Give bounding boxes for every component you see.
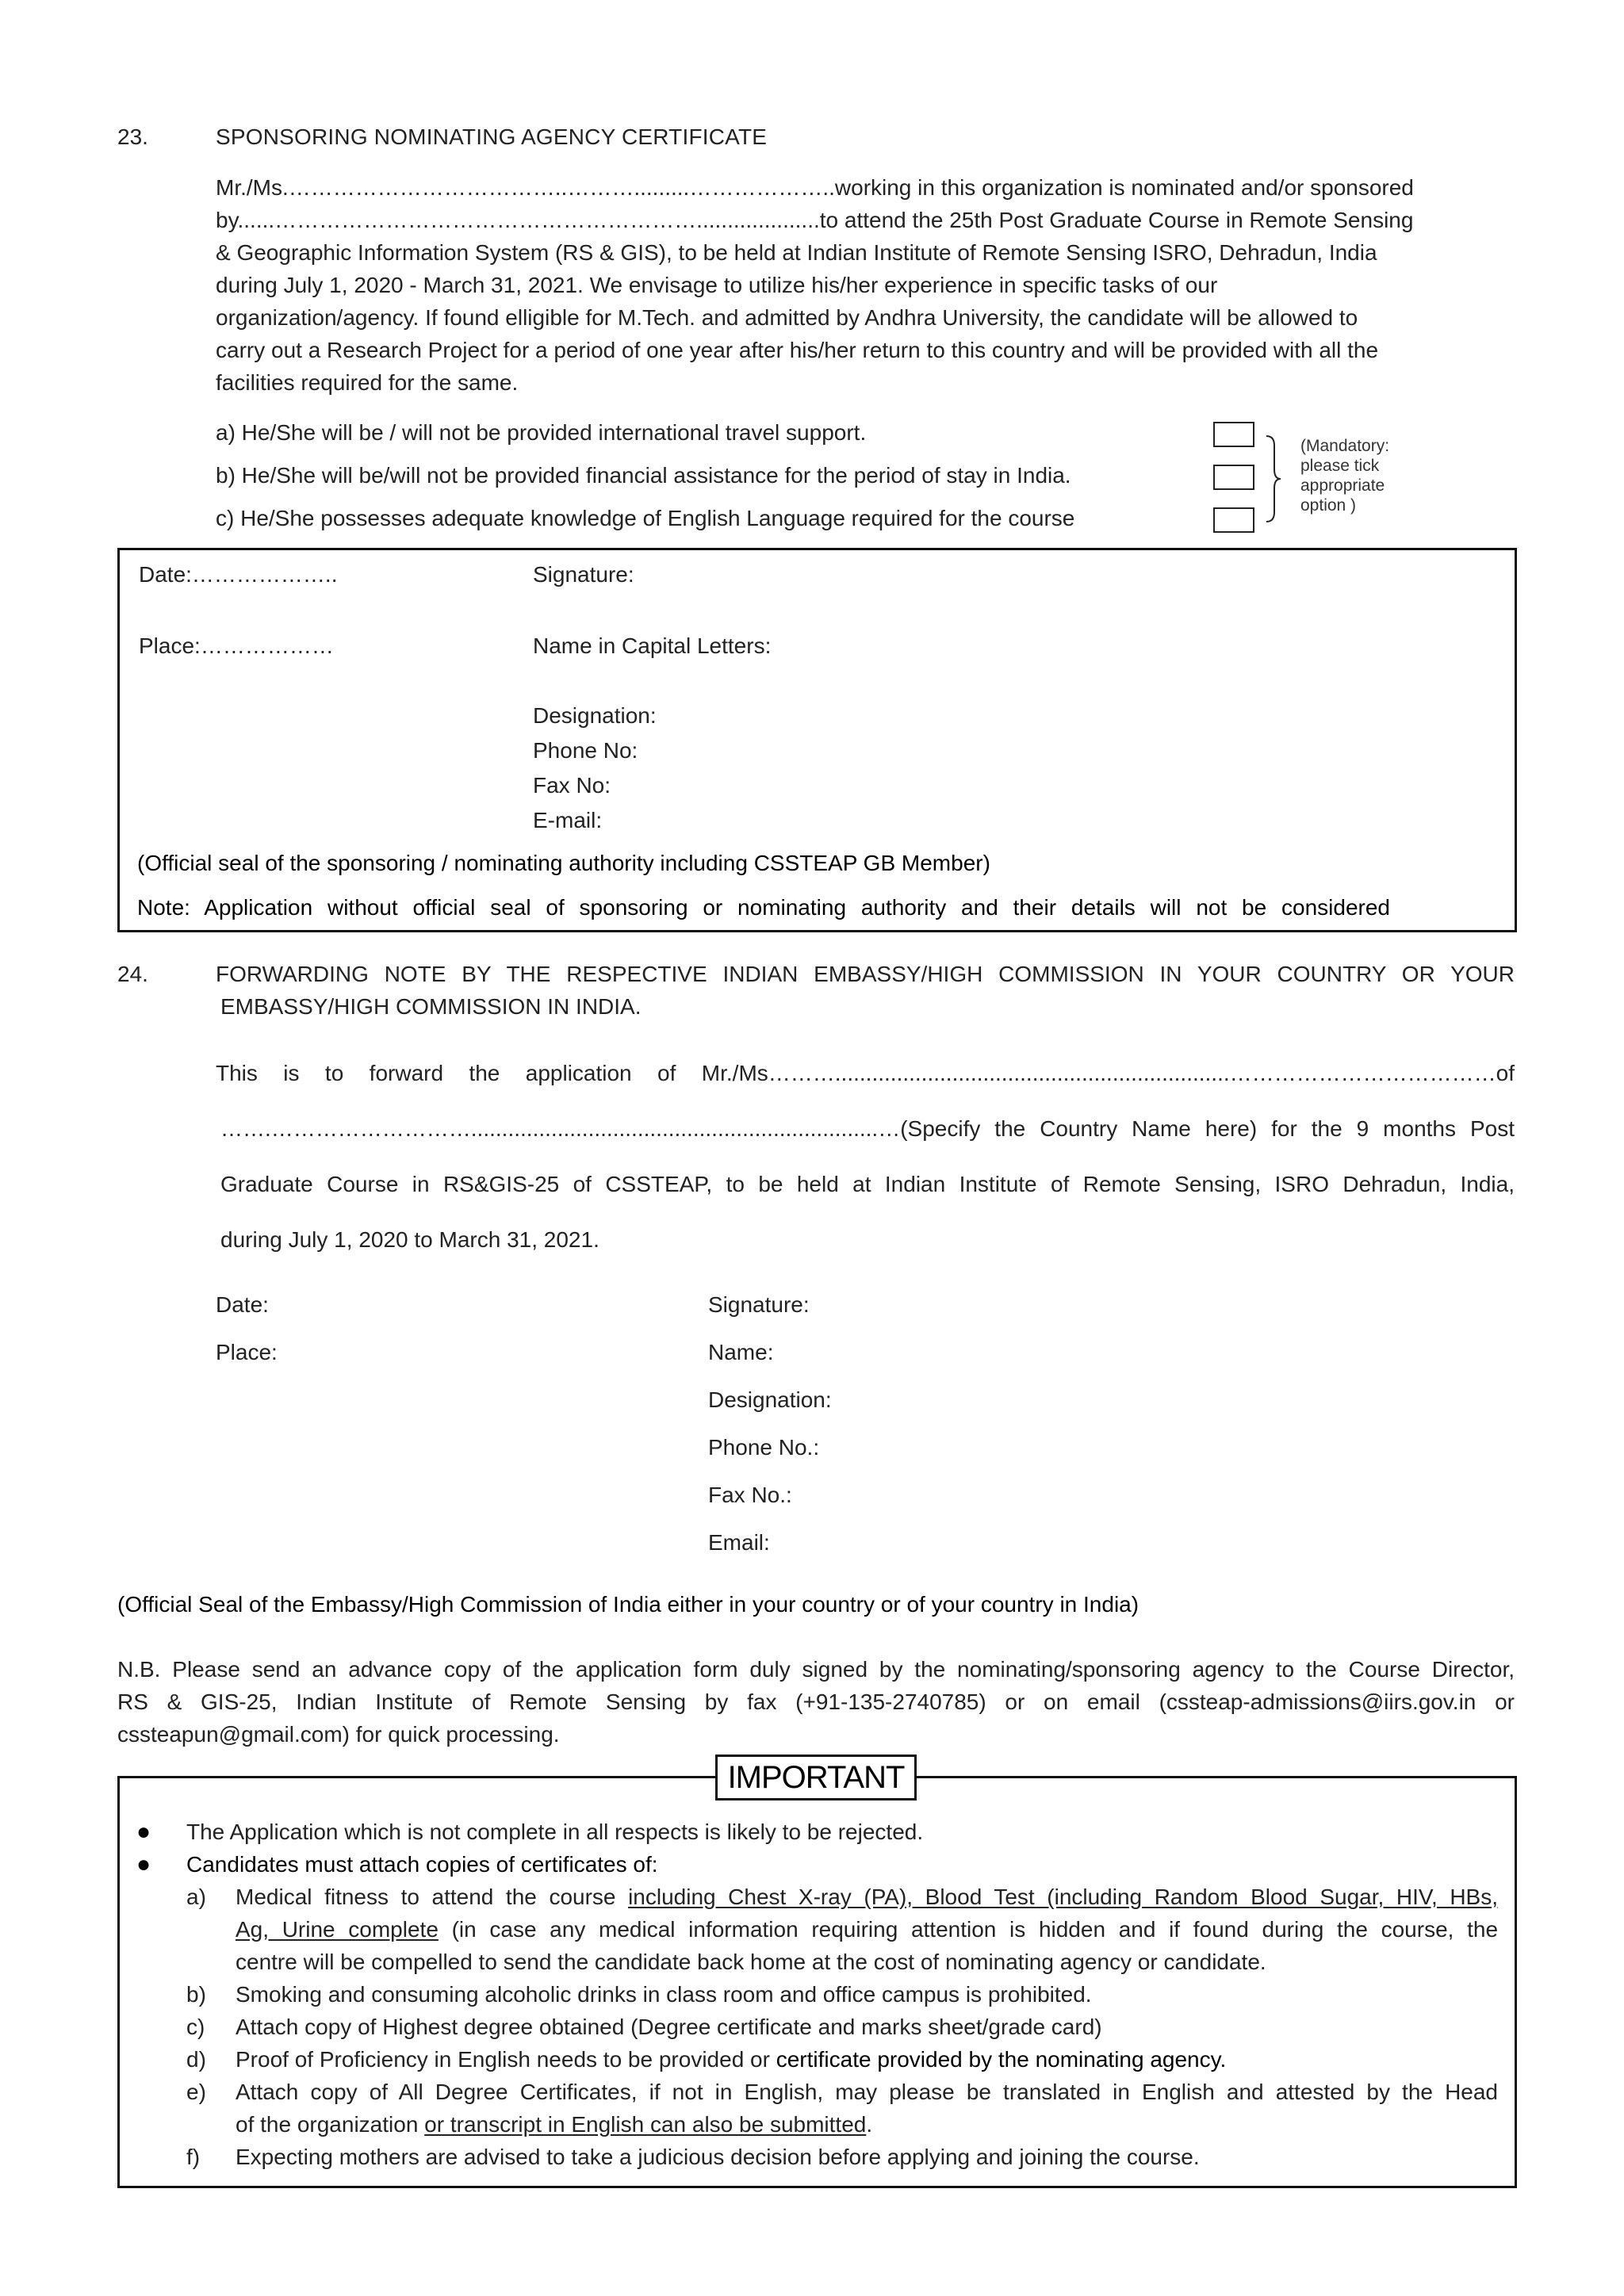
sponsor-date-field[interactable]: Date:……………….. [139,562,338,587]
embassy-signature-label: Signature: [708,1292,810,1317]
important-title: IMPORTANT [715,1755,917,1800]
item-a-line-3: centre will be compelled to send the candidate back home at the cost of nominating agency or candidate. [236,1950,1266,1974]
forward-line-4: during July 1, 2020 to March 31, 2021. [220,1227,599,1252]
item-a-underlined-1: including Chest X-ray (PA), Blood Test (including Random Blood Sugar, HIV, HBs, [628,1885,1498,1909]
sponsor-fax-label: Fax No: [533,773,611,798]
sponsor-line-3: & Geographic Information System (RS & GIS), to be held at Indian Institute of Remote Sensing ISRO, Dehradun, India [216,240,1377,265]
option-c-checkbox[interactable] [1213,507,1254,533]
forward-line-1: This is to forward the application of Mr./Ms………................................................................………………………………of [216,1061,1515,1085]
embassy-phone-label: Phone No.: [708,1435,820,1460]
sponsor-place-field[interactable]: Place:……………… [139,633,334,658]
item-b-label: b) [186,1982,206,2007]
item-c-label: c) [186,2015,205,2039]
sponsor-seal-note: (Official seal of the sponsoring / nominating authority including CSSTEAP GB Member) [137,851,990,875]
embassy-email-label: Email: [708,1530,770,1555]
sponsor-designation-label: Designation: [533,703,657,728]
sponsor-line-2: by......…………………………………………………....................to attend the 25th Post Graduate Course in Remote Sensing [216,208,1414,232]
section-title-23: SPONSORING NOMINATING AGENCY CERTIFICATE [216,124,768,149]
important-bullet-1: The Application which is not complete in all respects is likely to be rejected. [186,1820,924,1844]
forward-line-3: Graduate Course in RS&GIS-25 of CSSTEAP, to be held at Indian Institute of Remote Sensing, ISRO Dehradun, India, [220,1172,1515,1196]
item-f-text: Expecting mothers are advised to take a judicious decision before applying and joining the course. [236,2145,1200,2169]
option-a-text: a) He/She will be / will not be provided international travel support. [216,420,867,445]
item-e-label: e) [186,2080,206,2104]
item-b-text: Smoking and consuming alcoholic drinks in class room and office campus is prohibited. [236,1982,1092,2007]
embassy-seal-note: (Official Seal of the Embassy/High Commission of India either in your country or of your country in India) [117,1592,1139,1617]
item-f-label: f) [186,2145,201,2169]
sponsor-line-6: carry out a Research Project for a period of one year after his/her return to this country and will be provided with all the [216,338,1379,362]
sponsor-phone-label: Phone No: [533,738,638,763]
sponsor-line-4: during July 1, 2020 - March 31, 2021. We envisage to utilize his/her experience in specific tasks of our [216,273,1218,297]
option-b-text: b) He/She will be/will not be provided financial assistance for the period of stay in India. [216,463,1071,488]
item-d-label: d) [186,2047,206,2072]
item-a-label: a) [186,1885,206,1909]
option-a-checkbox[interactable] [1213,422,1254,447]
section-title-24-line2: EMBASSY/HIGH COMMISSION IN INDIA. [220,994,642,1019]
item-e-underlined: or transcript in English can also be submitted [424,2112,867,2137]
nb-line-1: N.B. Please send an advance copy of the application form duly signed by the nominating/sponsoring agency to the Course Director, [117,1657,1515,1682]
bullet-icon: ● [136,1851,151,1877]
item-e-line-2: of the organization or transcript in English can also be submitted. [236,2112,873,2137]
sponsor-line-7: facilities required for the same. [216,370,519,395]
sponsor-warning-note: Note: Application without official seal of sponsoring or nominating authority and their details will not be considered [137,895,1390,920]
item-d-text: Proof of Proficiency in English needs to be provided or certificate provided by the nominating agency. [236,2047,1227,2072]
nb-line-2: RS & GIS-25, Indian Institute of Remote Sensing by fax (+91-135-2740785) or on email (cssteap-admissions@iirs.gov.in or [117,1689,1515,1714]
sponsor-line-5: organization/agency. If found elligible for M.Tech. and admitted by Andhra University, the candidate will be allowed to [216,305,1358,330]
option-c-text: c) He/She possesses adequate knowledge of English Language required for the course [216,506,1075,530]
embassy-date-label: Date: [216,1292,269,1317]
sponsor-signature-label: Signature: [533,562,634,587]
mandatory-note: (Mandatory: please tick appropriate option ) [1300,437,1390,515]
embassy-name-label: Name: [708,1340,774,1364]
bullet-icon: ● [136,1819,151,1845]
embassy-designation-label: Designation: [708,1387,832,1412]
curly-brace-icon [1263,434,1282,523]
item-a-line-2: Ag, Urine complete (in case any medical information requiring attention is hidden and if found during the course, the [236,1917,1499,1942]
embassy-place-label: Place: [216,1340,278,1364]
forward-line-2: …….………………………..................................................................…(Specify the Country Name here) for the 9 months Post [220,1116,1515,1141]
sponsor-line-1: Mr./Ms.………………………………..……….........………………..working in this organization is nominated and/or sponsored [216,175,1414,200]
item-c-text: Attach copy of Highest degree obtained (Degree certificate and marks sheet/grade card) [236,2015,1102,2039]
option-b-checkbox[interactable] [1213,465,1254,490]
section-number-23: 23. [117,124,148,149]
item-a-underlined-2: Ag, Urine complete [236,1917,439,1942]
nb-line-3: cssteapun@gmail.com) for quick processing. [117,1722,560,1747]
sponsor-email-label: E-mail: [533,808,603,832]
embassy-fax-label: Fax No.: [708,1483,792,1507]
section-number-24: 24. [117,962,148,986]
sponsor-name-label: Name in Capital Letters: [533,633,772,658]
item-e-line-1: Attach copy of All Degree Certificates, if not in English, may please be translated in English and attested by the Head [236,2080,1498,2104]
item-a-line-1: Medical fitness to attend the course including Chest X-ray (PA), Blood Test (including Random Blood Sugar, HIV, HBs, [236,1885,1498,1909]
important-bullet-2: Candidates must attach copies of certificates of: [186,1852,658,1877]
section-title-24-line1: FORWARDING NOTE BY THE RESPECTIVE INDIAN EMBASSY/HIGH COMMISSION IN YOUR COUNTRY OR YOUR [216,962,1515,986]
